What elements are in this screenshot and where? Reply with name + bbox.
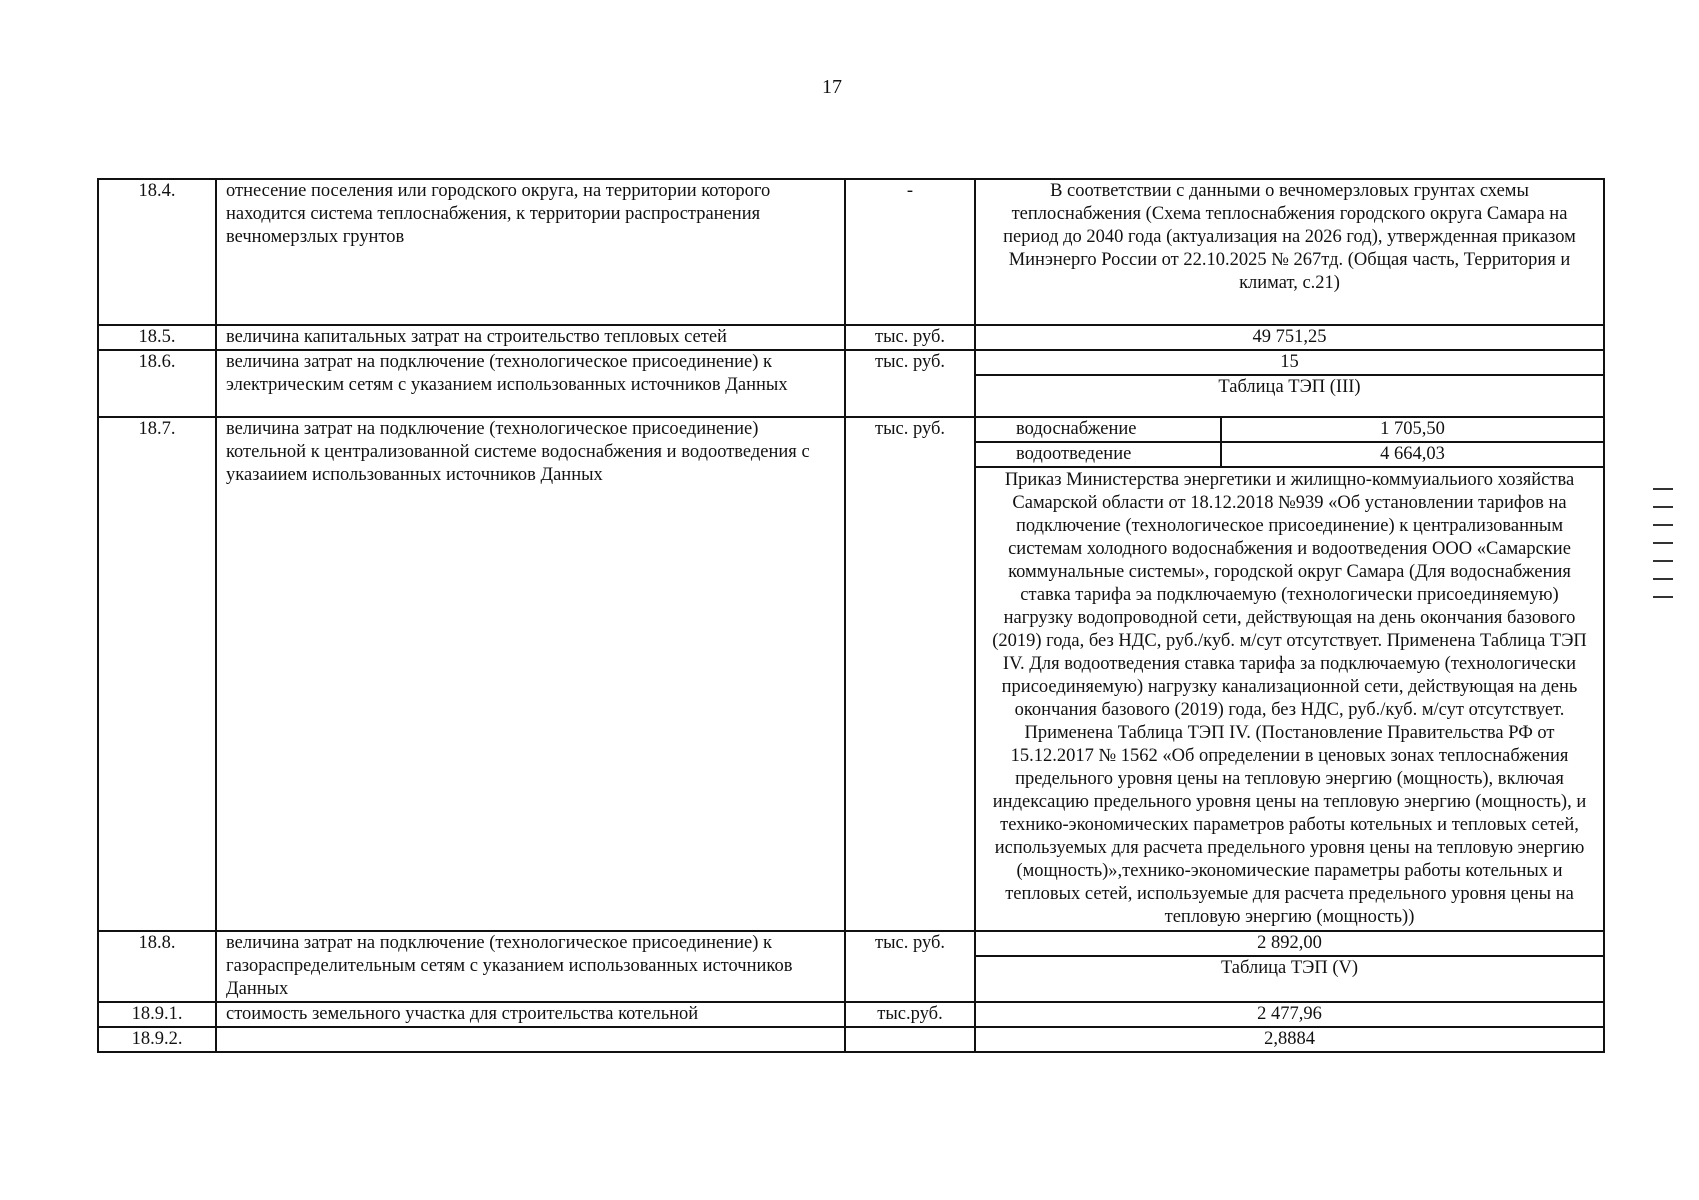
sub-label: водоотведение xyxy=(976,442,1221,467)
row-unit: тыс. руб. xyxy=(845,350,975,417)
table-row xyxy=(98,931,1604,1002)
margin-mark xyxy=(1653,560,1673,562)
row-value: 2,8884 xyxy=(975,1027,1604,1052)
value-subtable xyxy=(976,351,1603,416)
table-row xyxy=(98,325,1604,350)
row-number: 18.9.2. xyxy=(98,1027,216,1052)
row-name: величина затрат на подключение (технологическое присоединение) к газораспределительным сетям с указанием использованных источников Данных xyxy=(216,931,845,1002)
sub-label: водоснабжение xyxy=(976,418,1221,442)
row-name: стоимость земельного участка для строительства котельной xyxy=(216,1002,845,1027)
row-number: 18.7. xyxy=(98,417,216,931)
row-source: Таблица ТЭП (V) xyxy=(1220,958,1359,978)
margin-mark xyxy=(1653,542,1673,544)
row-unit: тыс.руб. xyxy=(845,1002,975,1027)
row-name: величина капитальных затрат на строительство тепловых сетей xyxy=(216,325,845,350)
row-value: 2 892,00 xyxy=(976,932,1603,956)
margin-mark xyxy=(1653,524,1673,526)
row-source: Таблица ТЭП (III) xyxy=(1218,377,1361,397)
margin-mark xyxy=(1653,506,1673,508)
row-number: 18.9.1. xyxy=(98,1002,216,1027)
row-value-cell xyxy=(975,417,1604,931)
table-row xyxy=(98,179,1604,325)
row-value-cell xyxy=(975,350,1604,417)
margin-mark xyxy=(1653,488,1673,490)
table-row xyxy=(98,350,1604,417)
margin-marks xyxy=(1653,488,1673,614)
row-name: отнесение поселения или городского округа, на территории которого находится система теплоснабжения, к территории распространения вечномерзлых грунтов xyxy=(216,179,845,325)
row-unit xyxy=(845,1027,975,1052)
row-value-cell xyxy=(975,931,1604,1002)
row-number: 18.6. xyxy=(98,350,216,417)
row-unit: тыс. руб. xyxy=(845,417,975,931)
margin-mark xyxy=(1653,578,1673,580)
row-number: 18.4. xyxy=(98,179,216,325)
row-name: величина затрат на подключение (технологическое присоединение) к электрическим сетям с указанием использованных источников Данных xyxy=(216,350,845,417)
sub-value: 4 664,03 xyxy=(1221,442,1603,467)
row-unit: тыс. руб. xyxy=(845,325,975,350)
table-row xyxy=(98,1002,1604,1027)
row-source: Приказ Министерства энергетики и жилищно-коммуиальиого хозяйства Самарской области от 18.12.2018 №939 «Об установлении тарифов на подключение (технологическое присоединение) к централизованным системам холодного водоснабжения и водоотведения ООО «Самарские коммунальные системы», городской округ Самара (Для водоснабжения ставка тарифа эа подключаемую (технологически присоединяемую) нагрузку водопроводной сети, действующая на день окончания базового (2019) года, без НДС, руб./куб. м/сут отсутствует. Применена Таблица ТЭП IV. Для водоотведения ставка тарифа за подключаемую (технологически присоединяемую) нагрузку канализационной сети, действующая на день окончания базового (2019) года, без НДС, руб./куб. м/сут отсутствует. Применена Таблица ТЭП IV. (Постановление Правительства РФ от 15.12.2017 № 1562 «Об определении в ценовых зонах теплоснабжения предельного уровня цены на тепловую энергию (мощность), включая индексацию предельного уровня цены на тепловую энергию (мощность), и технико-экономических параметров работы котельных и тепловых сетей, используемых для расчета предельного уровня цены на тепловую энергию (мощность)»,технико-экономические параметры работы котельных и тепловых сетей, используемые для расчета предельного уровня цены на тепловую энергию (мощность)) xyxy=(992,470,1587,927)
table-row xyxy=(98,417,1604,931)
row-number: 18.5. xyxy=(98,325,216,350)
row-name: величина затрат на подключение (технологическое присоединение) котельной к централизованной системе водоснабжения и водоотведения с указаиием использованных источников Данных xyxy=(216,417,845,931)
value-subtable xyxy=(976,932,1603,997)
row-value: 2 477,96 xyxy=(975,1002,1604,1027)
table-row xyxy=(98,1027,1604,1052)
row-value-text: В соответствии с данными о вечномерзловых грунтах схемы теплоснабжения (Схема теплоснабжения городского округа Самара на период до 2040 года (актуализация на 2026 год), утвержденная приказом Минэнерго России от 22.10.2025 № 267тд. (Общая часть, Территория и климат, с.21) xyxy=(975,179,1604,325)
data-table xyxy=(97,178,1605,1053)
value-subtable xyxy=(976,418,1603,930)
row-number: 18.8. xyxy=(98,931,216,1002)
page-number: 17 xyxy=(822,76,842,98)
sub-value: 1 705,50 xyxy=(1221,418,1603,442)
row-value: 15 xyxy=(976,351,1603,375)
row-unit: тыс. руб. xyxy=(845,931,975,1002)
row-name xyxy=(216,1027,845,1052)
row-value: 49 751,25 xyxy=(975,325,1604,350)
margin-mark xyxy=(1653,596,1673,598)
row-unit: - xyxy=(845,179,975,325)
